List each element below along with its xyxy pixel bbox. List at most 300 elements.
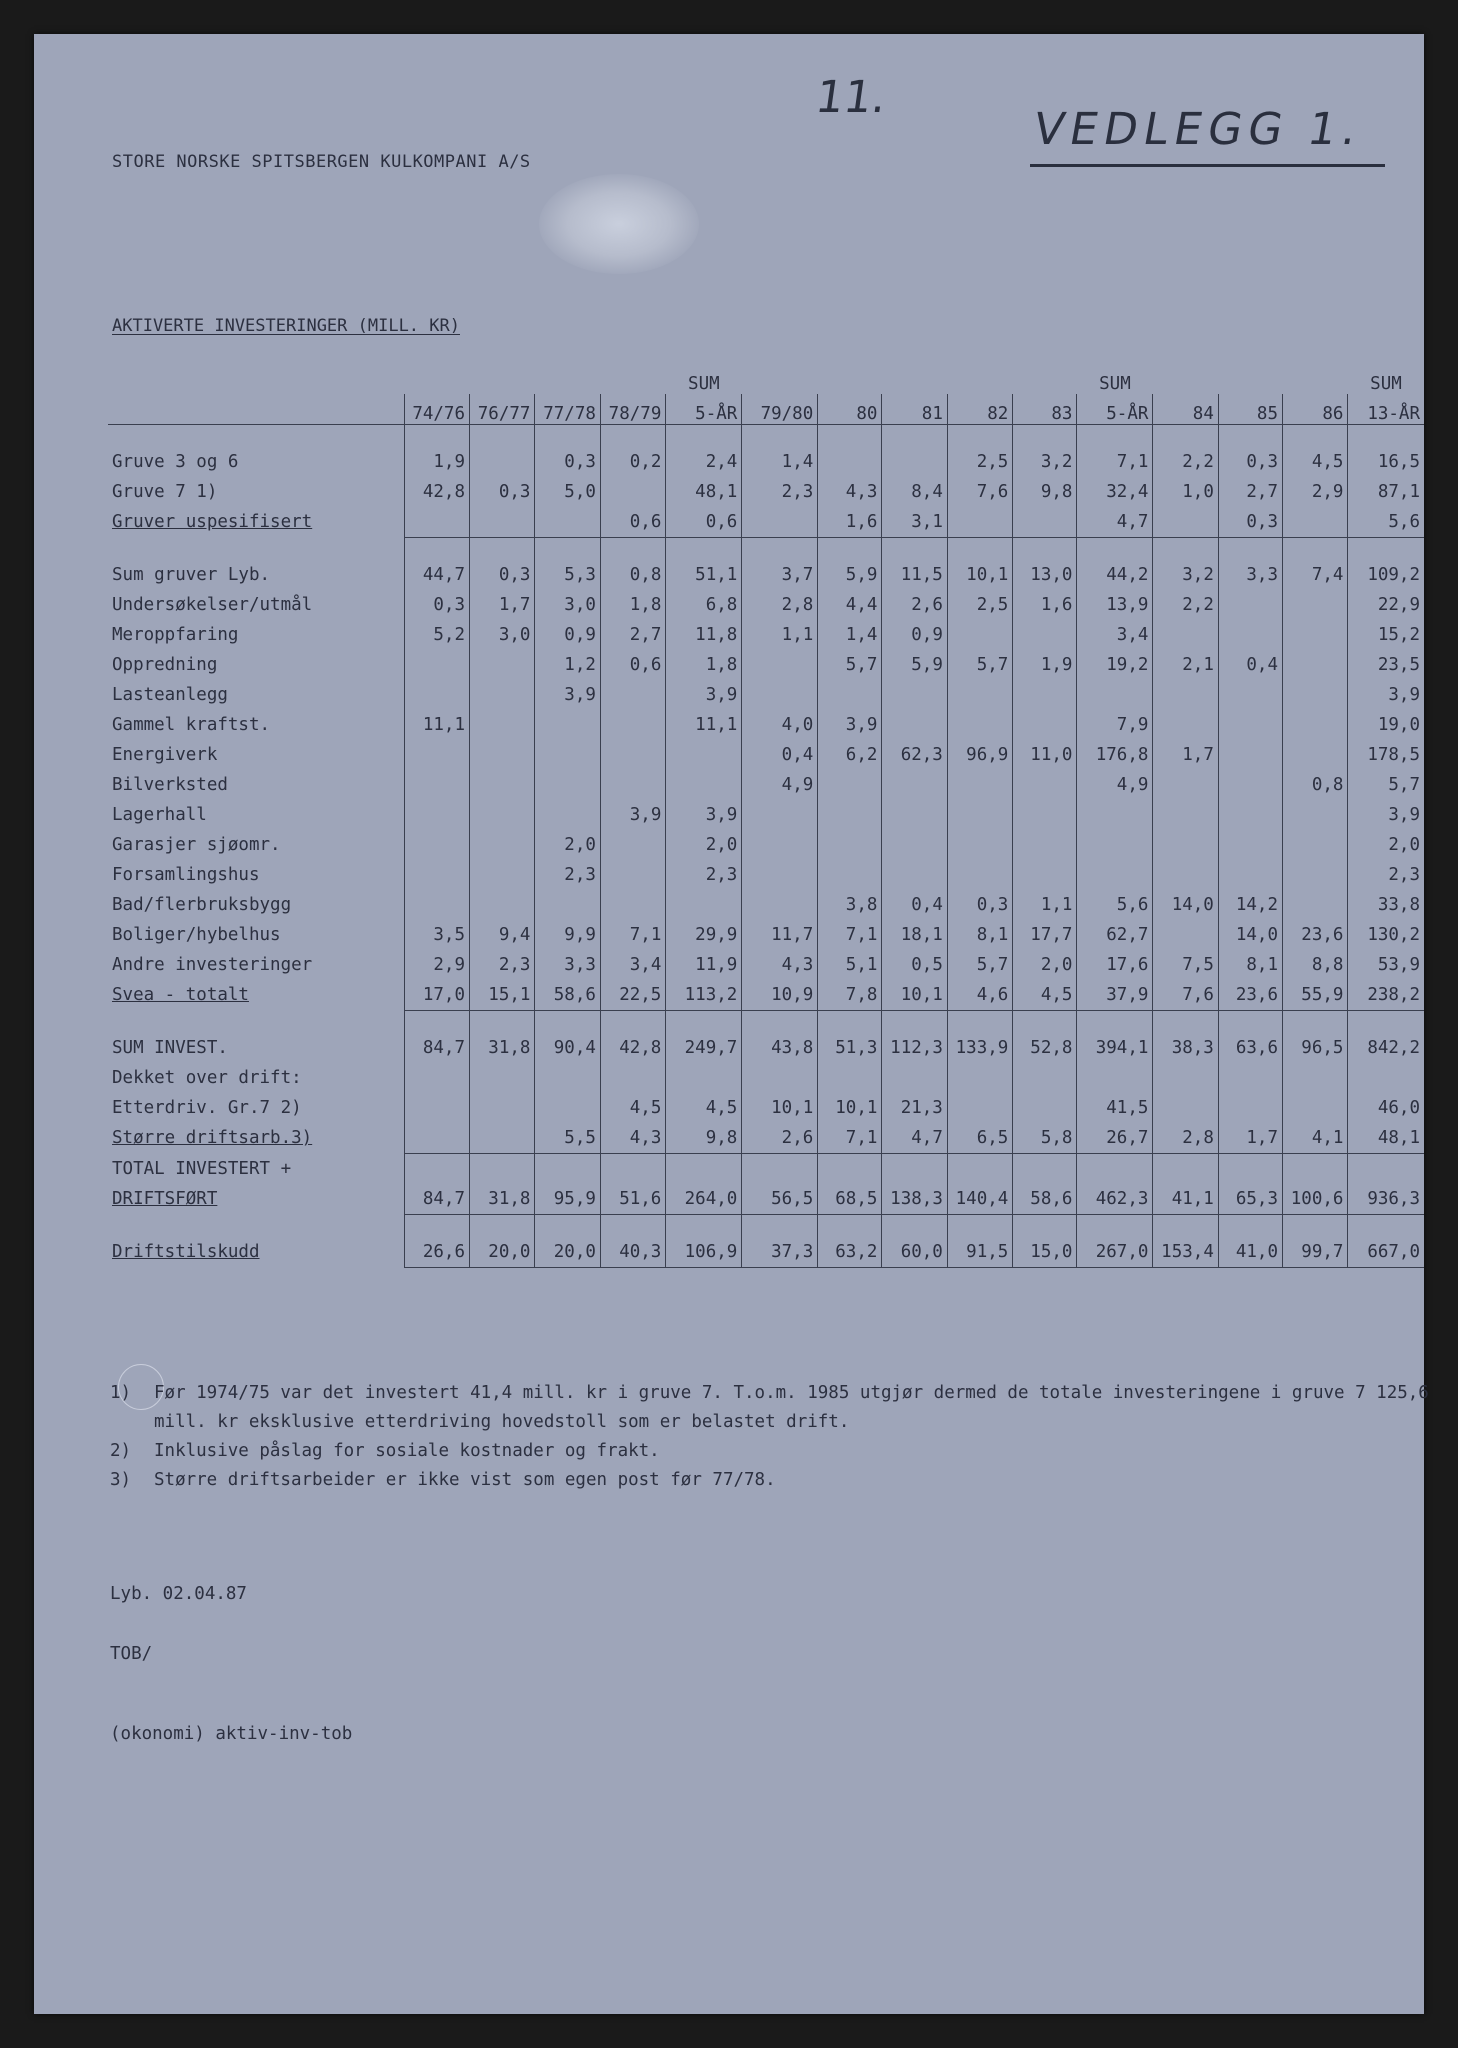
table-cell — [1077, 680, 1153, 710]
row-label: Sum gruver Lyb. — [112, 565, 271, 585]
table-cell — [535, 507, 600, 538]
table-cell — [882, 800, 947, 830]
table-cell: 42,8 — [600, 1033, 665, 1063]
sum-label-3: SUM — [1370, 374, 1402, 394]
table-cell: 4,9 — [1077, 770, 1153, 800]
table-cell — [1153, 1093, 1218, 1123]
table-cell — [1153, 620, 1218, 650]
column-header: 5-ÅR — [666, 394, 742, 425]
table-cell: 9,8 — [1013, 477, 1077, 507]
table-cell — [742, 800, 818, 830]
row-label: Gruver uspesifisert — [112, 512, 313, 533]
table-row — [108, 980, 1424, 1011]
table-cell: 462,3 — [1077, 1184, 1153, 1215]
table-cell — [1218, 680, 1282, 710]
table-cell: 3,3 — [535, 950, 600, 980]
table-cell: 4,0 — [742, 710, 818, 740]
table-cell — [470, 1154, 535, 1185]
table-row — [108, 740, 1424, 770]
table-cell — [600, 830, 665, 860]
table-cell: 0,5 — [882, 950, 947, 980]
table-cell: 17,7 — [1013, 920, 1077, 950]
table-cell — [535, 1063, 600, 1093]
table-cell: 11,9 — [666, 950, 742, 980]
company-name: STORE NORSKE SPITSBERGEN KULKOMPANI A/S — [112, 152, 531, 172]
table-cell: 52,8 — [1013, 1033, 1077, 1063]
table-cell: 106,9 — [666, 1237, 742, 1268]
table-cell: 8,4 — [882, 477, 947, 507]
table-cell — [470, 770, 535, 800]
row-label: Bilverksted — [112, 775, 228, 795]
table-cell: 22,9 — [1348, 590, 1424, 620]
table-cell: 2,2 — [1153, 447, 1218, 477]
table-cell: 5,8 — [1013, 1123, 1077, 1154]
file-reference: (okonomi) aktiv-inv-tob — [110, 1724, 353, 1744]
table-cell: 17,0 — [404, 980, 469, 1011]
table-cell — [882, 830, 947, 860]
table-row — [108, 950, 1424, 980]
table-cell — [947, 710, 1012, 740]
table-cell — [1283, 800, 1348, 830]
table-cell: 31,8 — [470, 1184, 535, 1215]
table-cell — [882, 447, 947, 477]
table-cell: 15,2 — [1348, 620, 1424, 650]
table-cell: 9,9 — [535, 920, 600, 950]
table-cell: 176,8 — [1077, 740, 1153, 770]
table-cell — [947, 800, 1012, 830]
table-cell: 5,9 — [818, 560, 882, 590]
table-cell: 0,9 — [882, 620, 947, 650]
table-cell: 11,1 — [404, 710, 469, 740]
row-label: Svea - totalt — [112, 985, 249, 1006]
footnote-key: 3) — [110, 1470, 132, 1490]
table-cell: 3,9 — [1348, 680, 1424, 710]
table-cell: 84,7 — [404, 1033, 469, 1063]
row-label: Større driftsarb.3) — [112, 1128, 313, 1149]
table-cell: 3,4 — [600, 950, 665, 980]
row-label: Lasteanlegg — [112, 685, 228, 705]
table-cell: 60,0 — [882, 1237, 947, 1268]
attachment-label-handwritten: VEDLEGG 1. — [1029, 104, 1367, 155]
table-row — [108, 1063, 1424, 1093]
column-header: 79/80 — [742, 394, 818, 425]
table-cell: 0,3 — [470, 560, 535, 590]
table-cell: 37,9 — [1077, 980, 1153, 1011]
table-cell — [600, 710, 665, 740]
table-row — [108, 620, 1424, 650]
table-cell — [600, 477, 665, 507]
table-cell: 1,2 — [535, 650, 600, 680]
row-label: Oppredning — [112, 655, 218, 675]
row-label: DRIFTSFØRT — [112, 1189, 218, 1210]
table-cell: 18,1 — [882, 920, 947, 950]
table-row — [108, 800, 1424, 830]
table-cell: 4,5 — [600, 1093, 665, 1123]
table-cell: 5,9 — [882, 650, 947, 680]
table-cell — [1153, 800, 1218, 830]
table-row — [108, 447, 1424, 477]
table-cell: 4,9 — [742, 770, 818, 800]
table-cell: 84,7 — [404, 1184, 469, 1215]
attachment-underline — [1030, 164, 1385, 167]
table-cell — [404, 1093, 469, 1123]
table-cell: 0,3 — [947, 890, 1012, 920]
table-cell: 40,3 — [600, 1237, 665, 1268]
table-cell: 7,1 — [818, 1123, 882, 1154]
table-cell: 130,2 — [1348, 920, 1424, 950]
table-cell — [1153, 680, 1218, 710]
table-row — [108, 1154, 1424, 1185]
table-cell — [882, 1154, 947, 1185]
table-row — [108, 590, 1424, 620]
table-cell — [1153, 860, 1218, 890]
row-label: Boliger/hybelhus — [112, 925, 281, 945]
column-header: 5-ÅR — [1077, 394, 1153, 425]
table-cell: 14,0 — [1153, 890, 1218, 920]
table-cell: 2,9 — [404, 950, 469, 980]
table-cell — [535, 890, 600, 920]
table-cell: 6,5 — [947, 1123, 1012, 1154]
table-cell — [742, 650, 818, 680]
row-label: Undersøkelser/utmål — [112, 595, 313, 615]
table-cell: 3,9 — [818, 710, 882, 740]
table-cell: 5,7 — [947, 650, 1012, 680]
table-cell: 13,9 — [1077, 590, 1153, 620]
table-cell: 5,6 — [1348, 507, 1424, 538]
table-cell — [470, 830, 535, 860]
table-cell — [742, 1063, 818, 1093]
table-cell: 7,8 — [818, 980, 882, 1011]
table-cell — [1283, 830, 1348, 860]
table-cell — [1283, 507, 1348, 538]
row-label: TOTAL INVESTERT + — [112, 1158, 292, 1179]
table-cell: 8,1 — [1218, 950, 1282, 980]
row-label: Gammel kraftst. — [112, 715, 271, 735]
table-cell: 15,1 — [470, 980, 535, 1011]
table-cell: 63,2 — [818, 1237, 882, 1268]
table-cell: 51,1 — [666, 560, 742, 590]
table-cell: 7,1 — [818, 920, 882, 950]
table-cell — [404, 830, 469, 860]
table-cell — [535, 770, 600, 800]
table-cell: 0,6 — [666, 507, 742, 538]
stain-mark — [539, 174, 699, 274]
section-title: AKTIVERTE INVESTERINGER (MILL. KR) — [112, 316, 460, 336]
table-cell — [947, 770, 1012, 800]
footnote — [110, 1379, 1440, 1437]
table-cell: 2,3 — [1348, 860, 1424, 890]
document-page — [34, 34, 1429, 2014]
table-cell: 51,3 — [818, 1033, 882, 1063]
table-cell: 11,5 — [882, 560, 947, 590]
table-cell — [1013, 770, 1077, 800]
table-cell: 3,5 — [404, 920, 469, 950]
table-cell: 41,5 — [1077, 1093, 1153, 1123]
table-cell: 2,6 — [882, 590, 947, 620]
table-cell: 249,7 — [666, 1033, 742, 1063]
table-cell: 3,2 — [1153, 560, 1218, 590]
table-cell — [470, 1123, 535, 1154]
table-cell: 22,5 — [600, 980, 665, 1011]
table-cell — [470, 860, 535, 890]
table-cell: 2,0 — [1348, 830, 1424, 860]
table-cell: 7,6 — [1153, 980, 1218, 1011]
table-row — [108, 1123, 1424, 1154]
column-header: 84 — [1153, 394, 1218, 425]
table-cell: 1,1 — [1013, 890, 1077, 920]
table-cell: 1,7 — [470, 590, 535, 620]
column-header: 78/79 — [600, 394, 665, 425]
table-cell: 91,5 — [947, 1237, 1012, 1268]
header-row-sum — [108, 370, 1424, 394]
table-cell — [818, 680, 882, 710]
table-cell: 17,6 — [1077, 950, 1153, 980]
table-cell: 14,2 — [1218, 890, 1282, 920]
table-cell: 11,0 — [1013, 740, 1077, 770]
table-cell — [404, 507, 469, 538]
table-cell: 32,4 — [1077, 477, 1153, 507]
table-cell: 13,0 — [1013, 560, 1077, 590]
table-cell: 936,3 — [1348, 1184, 1424, 1215]
table-cell — [882, 680, 947, 710]
table-cell: 2,3 — [535, 860, 600, 890]
table-cell: 667,0 — [1348, 1237, 1424, 1268]
table-cell — [947, 1154, 1012, 1185]
table-cell — [600, 890, 665, 920]
table-cell — [1283, 680, 1348, 710]
table-cell: 8,8 — [1283, 950, 1348, 980]
table-cell: 55,9 — [1283, 980, 1348, 1011]
table-row — [108, 680, 1424, 710]
table-cell — [818, 447, 882, 477]
table-cell — [535, 740, 600, 770]
table-cell: 1,8 — [600, 590, 665, 620]
table-row — [108, 560, 1424, 590]
table-cell: 8,1 — [947, 920, 1012, 950]
row-label: Gruve 3 og 6 — [112, 452, 239, 472]
table-cell: 3,0 — [535, 590, 600, 620]
table-cell — [1283, 590, 1348, 620]
row-label: Etterdriv. Gr.7 2) — [112, 1098, 302, 1118]
page-number-handwritten: 11. — [812, 72, 890, 123]
table-cell — [1153, 770, 1218, 800]
table-cell: 19,0 — [1348, 710, 1424, 740]
footnote-text: Inklusive påslag for sosiale kostnader og frakt. — [154, 1441, 660, 1461]
table-cell: 3,9 — [1348, 800, 1424, 830]
footnote-key: 1) — [110, 1383, 132, 1403]
table-cell — [1283, 860, 1348, 890]
table-cell: 5,7 — [818, 650, 882, 680]
table-cell — [742, 860, 818, 890]
table-cell: 33,8 — [1348, 890, 1424, 920]
table-cell: 2,2 — [1153, 590, 1218, 620]
table-cell: 3,9 — [535, 680, 600, 710]
table-cell — [1013, 1063, 1077, 1093]
table-cell: 2,3 — [470, 950, 535, 980]
table-cell: 96,5 — [1283, 1033, 1348, 1063]
table-cell: 38,3 — [1153, 1033, 1218, 1063]
table-cell: 5,3 — [535, 560, 600, 590]
table-cell — [818, 1154, 882, 1185]
table-cell: 29,9 — [666, 920, 742, 950]
column-header: 86 — [1283, 394, 1348, 425]
table-cell — [666, 1063, 742, 1093]
table-cell — [404, 890, 469, 920]
table-cell: 1,7 — [1153, 740, 1218, 770]
table-cell — [818, 770, 882, 800]
table-cell: 63,6 — [1218, 1033, 1282, 1063]
table-cell — [1013, 830, 1077, 860]
place-date: Lyb. 02.04.87 — [110, 1584, 247, 1604]
row-label: Dekket over drift: — [112, 1068, 302, 1088]
table-cell: 6,2 — [818, 740, 882, 770]
table-cell — [1153, 507, 1218, 538]
table-cell: 0,4 — [1218, 650, 1282, 680]
table-cell: 1,7 — [1218, 1123, 1282, 1154]
table-cell: 7,1 — [1077, 447, 1153, 477]
table-cell: 4,7 — [882, 1123, 947, 1154]
table-cell — [947, 680, 1012, 710]
table-cell: 3,9 — [666, 800, 742, 830]
table-cell: 3,3 — [1218, 560, 1282, 590]
table-cell: 3,2 — [1013, 447, 1077, 477]
table-cell — [1218, 860, 1282, 890]
table-cell — [742, 830, 818, 860]
table-cell: 2,8 — [742, 590, 818, 620]
row-label: Bad/flerbruksbygg — [112, 895, 292, 915]
table-cell: 2,7 — [600, 620, 665, 650]
table-cell: 2,3 — [666, 860, 742, 890]
table-cell — [1153, 1154, 1218, 1185]
table-cell — [818, 860, 882, 890]
table-cell — [1013, 860, 1077, 890]
table-cell — [470, 740, 535, 770]
table-cell — [404, 680, 469, 710]
table-cell: 4,5 — [666, 1093, 742, 1123]
table-cell: 138,3 — [882, 1184, 947, 1215]
table-cell: 2,0 — [666, 830, 742, 860]
table-cell — [882, 710, 947, 740]
table-cell — [470, 800, 535, 830]
table-cell: 5,0 — [535, 477, 600, 507]
table-cell: 31,8 — [470, 1033, 535, 1063]
table-cell: 43,8 — [742, 1033, 818, 1063]
table-cell — [1218, 1063, 1282, 1093]
table-cell: 11,1 — [666, 710, 742, 740]
table-cell: 23,6 — [1218, 980, 1282, 1011]
table-cell: 23,5 — [1348, 650, 1424, 680]
table-row — [108, 1184, 1424, 1215]
table-cell — [470, 680, 535, 710]
table-cell: 0,6 — [600, 650, 665, 680]
table-cell — [1077, 800, 1153, 830]
table-cell: 109,2 — [1348, 560, 1424, 590]
table-cell: 264,0 — [666, 1184, 742, 1215]
table-cell: 3,9 — [600, 800, 665, 830]
row-label: Driftstilskudd — [112, 1242, 260, 1263]
column-header: 85 — [1218, 394, 1282, 425]
table-cell: 20,0 — [535, 1237, 600, 1268]
table-cell: 48,1 — [1348, 1123, 1424, 1154]
table-cell: 10,1 — [818, 1093, 882, 1123]
table-cell — [535, 800, 600, 830]
table-cell — [1013, 710, 1077, 740]
table-row — [108, 770, 1424, 800]
table-cell: 2,5 — [947, 447, 1012, 477]
table-cell: 1,4 — [742, 447, 818, 477]
table-cell — [1348, 1063, 1424, 1093]
table-cell: 9,8 — [666, 1123, 742, 1154]
table-cell — [742, 890, 818, 920]
footnote — [110, 1437, 1440, 1466]
table-cell: 95,9 — [535, 1184, 600, 1215]
table-cell: 7,4 — [1283, 560, 1348, 590]
table-cell: 7,5 — [1153, 950, 1218, 980]
table-cell — [600, 860, 665, 890]
table-cell — [742, 1154, 818, 1185]
table-cell: 5,2 — [404, 620, 469, 650]
table-cell: 2,4 — [666, 447, 742, 477]
column-header: 82 — [947, 394, 1012, 425]
table-cell — [600, 770, 665, 800]
table-cell: 113,2 — [666, 980, 742, 1011]
table-cell: 238,2 — [1348, 980, 1424, 1011]
table-cell: 2,9 — [1283, 477, 1348, 507]
table-cell — [404, 1063, 469, 1093]
table-cell: 2,0 — [535, 830, 600, 860]
table-cell: 42,8 — [404, 477, 469, 507]
table-cell — [1013, 680, 1077, 710]
column-header: 74/76 — [404, 394, 469, 425]
investment-table — [108, 370, 1424, 1268]
table-cell — [404, 650, 469, 680]
table-cell: 1,1 — [742, 620, 818, 650]
table-cell: 3,7 — [742, 560, 818, 590]
table-cell: 1,9 — [1013, 650, 1077, 680]
table-cell — [882, 860, 947, 890]
table-cell: 62,3 — [882, 740, 947, 770]
table-cell: 56,5 — [742, 1184, 818, 1215]
table-cell: 2,6 — [742, 1123, 818, 1154]
table-cell: 26,7 — [1077, 1123, 1153, 1154]
table-cell — [1077, 830, 1153, 860]
table-cell: 41,0 — [1218, 1237, 1282, 1268]
table-cell: 4,6 — [947, 980, 1012, 1011]
table-cell: 0,8 — [1283, 770, 1348, 800]
table-cell — [1218, 1093, 1282, 1123]
table-cell: 0,4 — [882, 890, 947, 920]
table-cell — [882, 770, 947, 800]
table-cell: 14,0 — [1218, 920, 1282, 950]
table-cell: 1,4 — [818, 620, 882, 650]
table-cell — [470, 507, 535, 538]
table-cell — [1218, 590, 1282, 620]
table-cell: 267,0 — [1077, 1237, 1153, 1268]
table-cell: 6,8 — [666, 590, 742, 620]
footnote-key: 2) — [110, 1441, 132, 1461]
table-cell: 2,8 — [1153, 1123, 1218, 1154]
table-row — [108, 650, 1424, 680]
table-cell: 2,0 — [1013, 950, 1077, 980]
table-cell — [947, 830, 1012, 860]
table-cell: 11,8 — [666, 620, 742, 650]
table-cell: 46,0 — [1348, 1093, 1424, 1123]
column-header: 83 — [1013, 394, 1077, 425]
table-cell: 4,1 — [1283, 1123, 1348, 1154]
table-cell — [742, 507, 818, 538]
column-header: 80 — [818, 394, 882, 425]
table-cell: 90,4 — [535, 1033, 600, 1063]
